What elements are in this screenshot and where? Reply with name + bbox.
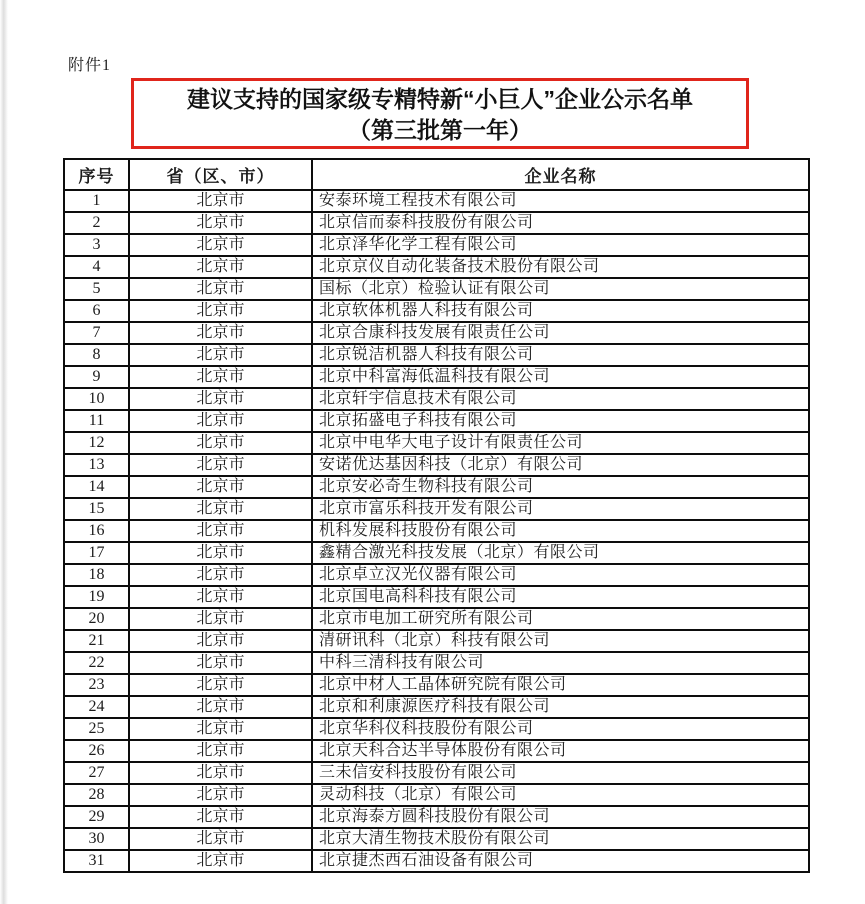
attachment-label: 附件1 xyxy=(68,57,112,74)
column-header-index: 序号 xyxy=(64,159,129,190)
table-row xyxy=(64,586,809,608)
table-row xyxy=(64,740,809,762)
row-company-cell: 北京软体机器人科技有限公司 xyxy=(312,300,809,322)
page-subtitle: （第三批第一年） xyxy=(348,117,532,143)
row-province-cell: 北京市 xyxy=(129,278,312,300)
row-province-cell: 北京市 xyxy=(129,234,312,256)
table-row xyxy=(64,476,809,498)
row-index-cell: 29 xyxy=(64,806,129,828)
table-row xyxy=(64,608,809,630)
row-company-cell: 机科发展科技股份有限公司 xyxy=(312,520,809,542)
row-index-cell: 24 xyxy=(64,696,129,718)
row-province-cell: 北京市 xyxy=(129,564,312,586)
row-company-cell: 清研讯科（北京）科技有限公司 xyxy=(312,630,809,652)
row-index-cell: 20 xyxy=(64,608,129,630)
table-row xyxy=(64,432,809,454)
row-company-cell: 安泰环境工程技术有限公司 xyxy=(312,190,809,212)
row-company-cell: 北京中科富海低温科技有限公司 xyxy=(312,366,809,388)
row-index-cell: 30 xyxy=(64,828,129,850)
table-row xyxy=(64,410,809,432)
row-index-cell: 12 xyxy=(64,432,129,454)
row-company-cell: 北京天科合达半导体股份有限公司 xyxy=(312,740,809,762)
table-row xyxy=(64,212,809,234)
table-row xyxy=(64,828,809,850)
row-company-cell: 北京市富乐科技开发有限公司 xyxy=(312,498,809,520)
row-index-cell: 14 xyxy=(64,476,129,498)
row-index-cell: 25 xyxy=(64,718,129,740)
row-province-cell: 北京市 xyxy=(129,674,312,696)
row-company-cell: 北京京仪自动化装备技术股份有限公司 xyxy=(312,256,809,278)
row-province-cell: 北京市 xyxy=(129,366,312,388)
row-province-cell: 北京市 xyxy=(129,828,312,850)
table-row xyxy=(64,256,809,278)
table-row xyxy=(64,388,809,410)
row-province-cell: 北京市 xyxy=(129,454,312,476)
row-province-cell: 北京市 xyxy=(129,190,312,212)
row-province-cell: 北京市 xyxy=(129,476,312,498)
row-index-cell: 31 xyxy=(64,850,129,872)
row-province-cell: 北京市 xyxy=(129,850,312,872)
table-row xyxy=(64,564,809,586)
table-row xyxy=(64,520,809,542)
row-index-cell: 17 xyxy=(64,542,129,564)
row-province-cell: 北京市 xyxy=(129,608,312,630)
column-header-province: 省（区、市） xyxy=(129,159,312,190)
row-province-cell: 北京市 xyxy=(129,344,312,366)
row-company-cell: 北京泽华化学工程有限公司 xyxy=(312,234,809,256)
row-company-cell: 北京和利康源医疗科技有限公司 xyxy=(312,696,809,718)
table-row xyxy=(64,674,809,696)
table-row xyxy=(64,322,809,344)
row-province-cell: 北京市 xyxy=(129,762,312,784)
table-row xyxy=(64,344,809,366)
row-index-cell: 2 xyxy=(64,212,129,234)
row-province-cell: 北京市 xyxy=(129,520,312,542)
row-company-cell: 北京信而泰科技股份有限公司 xyxy=(312,212,809,234)
row-province-cell: 北京市 xyxy=(129,630,312,652)
row-company-cell: 北京中材人工晶体研究院有限公司 xyxy=(312,674,809,696)
row-company-cell: 北京华科仪科技股份有限公司 xyxy=(312,718,809,740)
table-row xyxy=(64,498,809,520)
row-province-cell: 北京市 xyxy=(129,740,312,762)
row-company-cell: 北京市电加工研究所有限公司 xyxy=(312,608,809,630)
row-company-cell: 北京国电高科科技有限公司 xyxy=(312,586,809,608)
row-index-cell: 16 xyxy=(64,520,129,542)
row-province-cell: 北京市 xyxy=(129,388,312,410)
table-row xyxy=(64,850,809,872)
row-province-cell: 北京市 xyxy=(129,652,312,674)
row-index-cell: 9 xyxy=(64,366,129,388)
row-index-cell: 10 xyxy=(64,388,129,410)
table-row xyxy=(64,696,809,718)
row-company-cell: 北京大清生物技术股份有限公司 xyxy=(312,828,809,850)
row-company-cell: 国标（北京）检验认证有限公司 xyxy=(312,278,809,300)
row-province-cell: 北京市 xyxy=(129,322,312,344)
row-index-cell: 1 xyxy=(64,190,129,212)
row-index-cell: 11 xyxy=(64,410,129,432)
row-index-cell: 6 xyxy=(64,300,129,322)
row-company-cell: 三未信安科技股份有限公司 xyxy=(312,762,809,784)
row-index-cell: 22 xyxy=(64,652,129,674)
table-row xyxy=(64,762,809,784)
row-province-cell: 北京市 xyxy=(129,784,312,806)
table-row xyxy=(64,278,809,300)
table-header-row xyxy=(64,159,809,190)
row-company-cell: 北京中电华大电子设计有限责任公司 xyxy=(312,432,809,454)
row-company-cell: 北京捷杰西石油设备有限公司 xyxy=(312,850,809,872)
table-row xyxy=(64,300,809,322)
row-province-cell: 北京市 xyxy=(129,410,312,432)
row-index-cell: 18 xyxy=(64,564,129,586)
table-row xyxy=(64,784,809,806)
row-province-cell: 北京市 xyxy=(129,696,312,718)
row-company-cell: 北京轩宇信息技术有限公司 xyxy=(312,388,809,410)
row-company-cell: 安诺优达基因科技（北京）有限公司 xyxy=(312,454,809,476)
row-index-cell: 5 xyxy=(64,278,129,300)
table-row xyxy=(64,652,809,674)
row-index-cell: 28 xyxy=(64,784,129,806)
scan-edge-shadow xyxy=(0,0,8,904)
row-company-cell: 灵动科技（北京）有限公司 xyxy=(312,784,809,806)
table-row xyxy=(64,542,809,564)
row-province-cell: 北京市 xyxy=(129,806,312,828)
row-index-cell: 7 xyxy=(64,322,129,344)
row-province-cell: 北京市 xyxy=(129,256,312,278)
row-company-cell: 北京合康科技发展有限责任公司 xyxy=(312,322,809,344)
row-index-cell: 23 xyxy=(64,674,129,696)
table-row xyxy=(64,630,809,652)
row-company-cell: 中科三清科技有限公司 xyxy=(312,652,809,674)
row-company-cell: 北京卓立汉光仪器有限公司 xyxy=(312,564,809,586)
row-index-cell: 26 xyxy=(64,740,129,762)
company-table xyxy=(63,158,810,873)
row-index-cell: 19 xyxy=(64,586,129,608)
table-row xyxy=(64,718,809,740)
row-index-cell: 13 xyxy=(64,454,129,476)
table-row xyxy=(64,190,809,212)
table-row xyxy=(64,366,809,388)
row-company-cell: 鑫精合激光科技发展（北京）有限公司 xyxy=(312,542,809,564)
row-province-cell: 北京市 xyxy=(129,432,312,454)
row-index-cell: 21 xyxy=(64,630,129,652)
row-index-cell: 3 xyxy=(64,234,129,256)
table-row xyxy=(64,454,809,476)
row-index-cell: 8 xyxy=(64,344,129,366)
page-title: 建议支持的国家级专精特新“小巨人”企业公示名单 xyxy=(187,86,693,112)
row-company-cell: 北京拓盛电子科技有限公司 xyxy=(312,410,809,432)
title-box xyxy=(131,78,749,149)
row-index-cell: 4 xyxy=(64,256,129,278)
column-header-company: 企业名称 xyxy=(312,159,809,190)
row-province-cell: 北京市 xyxy=(129,586,312,608)
row-province-cell: 北京市 xyxy=(129,212,312,234)
row-index-cell: 15 xyxy=(64,498,129,520)
table-row xyxy=(64,234,809,256)
row-province-cell: 北京市 xyxy=(129,542,312,564)
table-row xyxy=(64,806,809,828)
row-company-cell: 北京海泰方圆科技股份有限公司 xyxy=(312,806,809,828)
row-company-cell: 北京安必奇生物科技有限公司 xyxy=(312,476,809,498)
row-province-cell: 北京市 xyxy=(129,498,312,520)
row-province-cell: 北京市 xyxy=(129,300,312,322)
row-index-cell: 27 xyxy=(64,762,129,784)
row-province-cell: 北京市 xyxy=(129,718,312,740)
row-company-cell: 北京锐洁机器人科技有限公司 xyxy=(312,344,809,366)
